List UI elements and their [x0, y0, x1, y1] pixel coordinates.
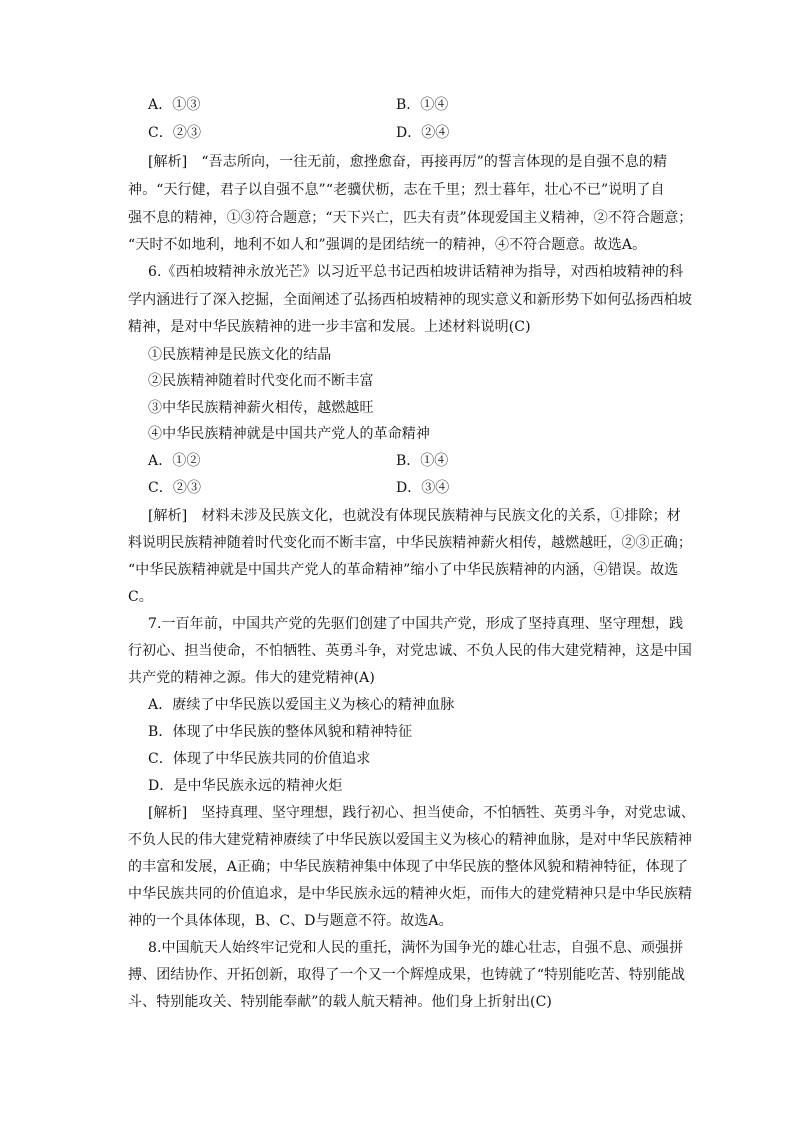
q7-stem-line-1: 7.一百年前，中国共产党的先驱们创建了中国共产党，形成了坚持真理、坚守理想，践 — [148, 616, 684, 632]
q7-analysis-line-3: 的丰富和发展，A正确；中华民族精神集中体现了中华民族的整体风貌和精神特征，体现了 — [128, 859, 689, 875]
q5-analysis-line-3: 强不息的精神，①③符合题意；“天下兴亡，匹夫有责”体现爱国主义精神，②不符合题意； — [128, 210, 693, 226]
q7-analysis-line-4: 中华民族共同的价值追求，是中华民族永远的精神火炬，而伟大的建党精神只是中华民族精 — [128, 886, 692, 902]
q7-option-b: B．体现了中华民族的整体风貌和精神特征 — [148, 724, 413, 740]
q8-stem-line-3: 斗、特别能攻关、特别能奉献”的载人航天精神。他们身上折射出(C) — [128, 994, 552, 1010]
q5-option-d: D．②④ — [396, 125, 450, 141]
q5-analysis-line-4: “天时不如地利，地利不如人和”强调的是团结统一的精神，④不符合题意。故选A。 — [128, 237, 647, 253]
q6-analysis-line-2: 料说明民族精神随着时代变化而不断丰富，中华民族精神薪火相传，越燃越旺，②③正确； — [128, 535, 692, 551]
q7-option-c: C．体现了中华民族共同的价值追求 — [148, 751, 371, 767]
q6-analysis-line-4: C。 — [128, 589, 153, 605]
q6-stem-line-2: 学内涵进行了深入挖掘，全面阐述了弘扬西柏坡精神的现实意义和新形势下如何弘扬西柏坡 — [128, 292, 692, 308]
q6-option-b: B．①④ — [396, 453, 449, 469]
q7-analysis-line-1: [解析] 坚持真理、坚守理想，践行初心、担当使命，不怕牺牲、英勇斗争，对党忠诚、 — [148, 805, 695, 821]
q6-analysis-line-1: [解析] 材料未涉及民族文化，也就没有体现民族精神与民族文化的关系，①排除；材 — [148, 508, 681, 524]
q8-stem-line-1: 8.中国航天人始终牢记党和人民的重托，满怀为国争光的雄心壮志，自强不息、顽强拼 — [148, 940, 684, 956]
q5-option-c: C．②③ — [148, 125, 202, 141]
q6-option-c: C．②③ — [148, 480, 202, 496]
q7-option-a: A．赓续了中华民族以爱国主义为核心的精神血脉 — [148, 697, 455, 713]
q5-analysis-line-1: [解析] “吾志所向，一往无前，愈挫愈奋，再接再厉”的誓言体现的是自强不息的精 — [148, 154, 668, 170]
q5-analysis-line-2: 神。“天行健，君子以自强不息”“老骥伏枥，志在千里；烈士暮年，壮心不已”说明了自 — [128, 182, 665, 198]
q5-option-a: A．①③ — [148, 97, 201, 113]
q7-option-d: D．是中华民族永远的精神火炬 — [148, 778, 343, 794]
q6-option-a: A．①② — [148, 453, 201, 469]
q8-stem-line-2: 搏、团结协作、开拓创新，取得了一个又一个辉煌成果，也铸就了“特别能吃苦、特别能战 — [128, 967, 686, 983]
q6-item-4: ④中华民族精神就是中国共产党人的革命精神 — [148, 426, 430, 442]
q6-option-d: D．③④ — [396, 480, 450, 496]
q7-stem-line-3: 共产党的精神之源。伟大的建党精神(A) — [128, 670, 375, 686]
q5-option-b: B．①④ — [396, 97, 449, 113]
q6-analysis-line-3: “中华民族精神就是中国共产党人的革命精神”缩小了中华民族精神的内涵，④错误。故选 — [128, 562, 679, 578]
q7-analysis-line-2: 不负人民的伟大建党精神赓续了中华民族以爱国主义为核心的精神血脉，是对中华民族精神 — [128, 832, 692, 848]
q6-item-3: ③中华民族精神薪火相传，越燃越旺 — [148, 400, 374, 416]
q6-item-2: ②民族精神随着时代变化而不断丰富 — [148, 373, 374, 389]
q7-analysis-line-5: 神的一个具体体现，B、C、D与题意不符。故选A。 — [128, 913, 453, 929]
q7-stem-line-2: 行初心、担当使命，不怕牺牲、英勇斗争，对党忠诚、不负人民的伟大建党精神，这是中国 — [128, 643, 692, 659]
q6-stem-line-3: 精神，是对中华民族精神的进一步丰富和发展。上述材料说明(C) — [128, 319, 531, 335]
q6-stem-line-1: 6.《西柏坡精神永放光芒》以习近平总书记西柏坡讲话精神为指导，对西柏坡精神的科 — [148, 264, 684, 280]
q6-item-1: ①民族精神是民族文化的结晶 — [148, 347, 332, 363]
